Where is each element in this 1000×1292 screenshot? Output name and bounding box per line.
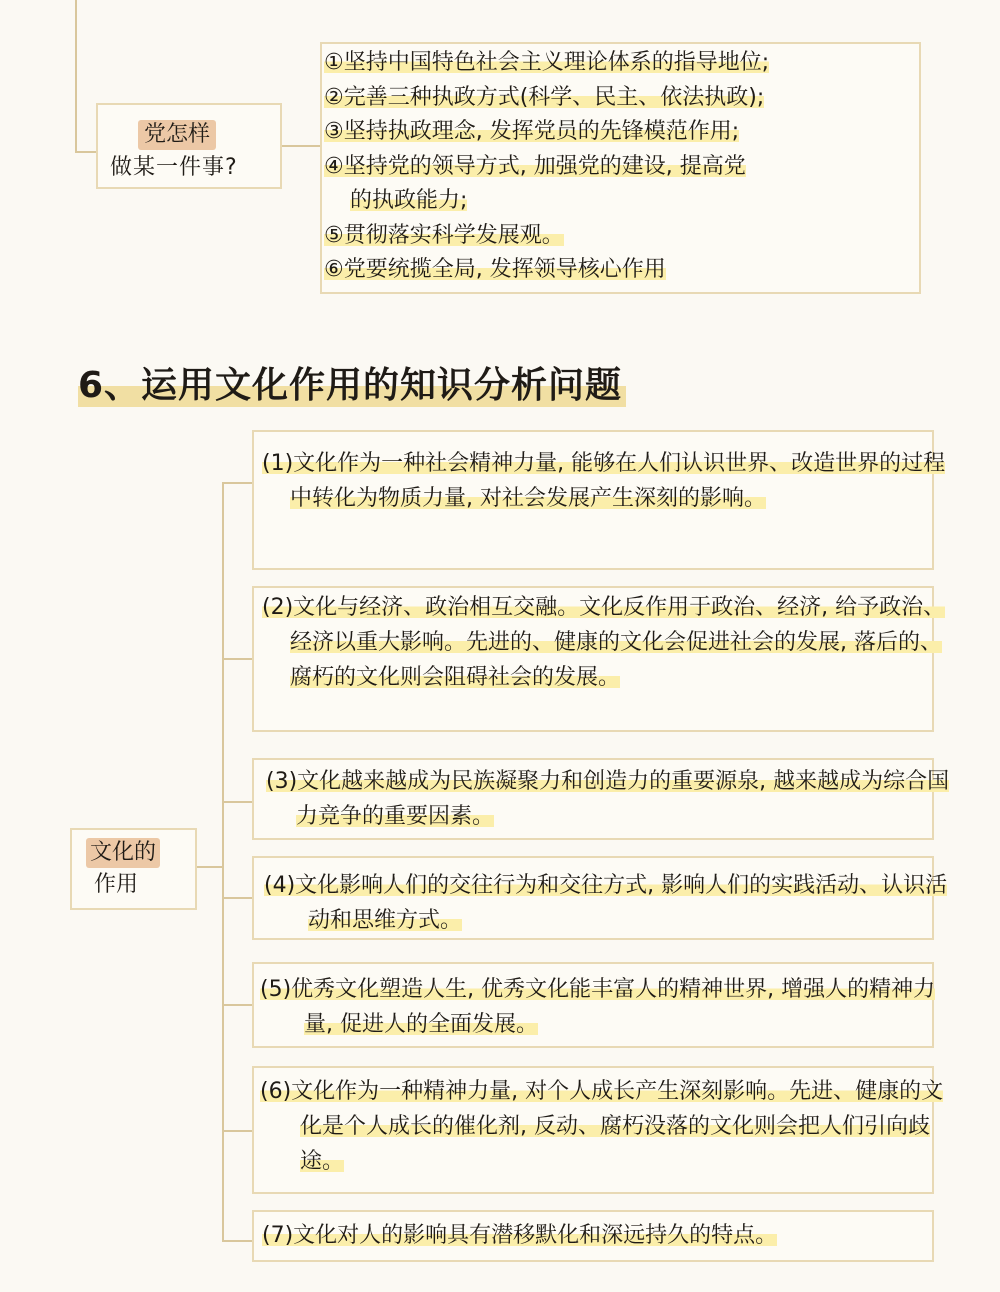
culture-role-text: (3)文化越来越成为民族凝聚力和创造力的重要源泉, 越来越成为综合国力竞争的重要因素。 <box>266 769 950 829</box>
culture-roles-label <box>70 828 197 910</box>
tree-connector-spine <box>222 482 224 1242</box>
culture-roles-label-line2: 作用 <box>94 872 139 897</box>
culture-role-text: (5)优秀文化塑造人生, 优秀文化能丰富人的精神世界, 增强人的精神力量, 促进人的全面发展。 <box>260 977 936 1037</box>
tree-branch <box>222 801 254 803</box>
top-item: 的执政能力; <box>350 188 468 213</box>
top-item: ③坚持执政理念, 发挥党员的先锋模范作用; <box>324 119 740 144</box>
tree-connector-top-vertical <box>75 0 77 153</box>
top-item: ⑥党要统揽全局, 发挥领导核心作用 <box>324 257 666 282</box>
section-heading: 6、运用文化作用的知识分析问题 <box>78 360 626 412</box>
culture-role-text: (2)文化与经济、政治相互交融。文化反作用于政治、经济, 给予政治、经济以重大影响。先进的、健康的文化会促进社会的发展, 落后的、腐朽的文化则会阻碍社会的发展。 <box>262 595 946 690</box>
culture-role-box <box>252 586 946 732</box>
tree-connector-root <box>197 866 223 868</box>
top-topic-label-line1: 党怎样 <box>138 120 216 150</box>
culture-role-text: (7)文化对人的影响具有潜移默化和深远持久的特点。 <box>262 1223 778 1248</box>
culture-role-text: (1)文化作为一种社会精神力量, 能够在人们认识世界、改造世界的过程中转化为物质力量, 对社会发展产生深刻的影响。 <box>262 451 946 511</box>
tree-connector-top-horizontal <box>75 151 96 153</box>
top-topic-label-line2: 做某一件事? <box>110 155 238 180</box>
culture-role-box <box>252 1210 934 1262</box>
culture-role-box <box>252 962 934 1048</box>
tree-branch <box>222 1240 254 1242</box>
top-item: ①坚持中国特色社会主义理论体系的指导地位; <box>324 50 770 75</box>
culture-roles-label-line1: 文化的 <box>86 838 160 868</box>
tree-branch <box>222 482 254 484</box>
culture-role-box <box>252 1066 944 1194</box>
top-item: ④坚持党的领导方式, 加强党的建设, 提高党 <box>324 153 746 179</box>
culture-role-text: (6)文化作为一种精神力量, 对个人成长产生深刻影响。先进、健康的文化是个人成长的催化剂, 反动、腐朽没落的文化则会把人们引向歧途。 <box>260 1079 944 1174</box>
top-items-list <box>324 46 914 288</box>
top-topic-label <box>96 103 282 189</box>
culture-role-box <box>252 430 946 570</box>
tree-branch <box>222 897 254 899</box>
tree-branch <box>222 1004 254 1006</box>
culture-role-box <box>252 856 948 940</box>
tree-branch <box>222 1130 254 1132</box>
culture-role-box <box>252 758 950 840</box>
tree-branch <box>222 658 254 660</box>
culture-role-text: (4)文化影响人们的交往行为和交往方式, 影响人们的实践活动、认识活动和思维方式。 <box>264 873 948 933</box>
top-item: ②完善三种执政方式(科学、民主、依法执政); <box>324 84 765 110</box>
tree-connector-top-right <box>282 145 322 147</box>
top-item: ⑤贯彻落实科学发展观。 <box>324 222 564 248</box>
